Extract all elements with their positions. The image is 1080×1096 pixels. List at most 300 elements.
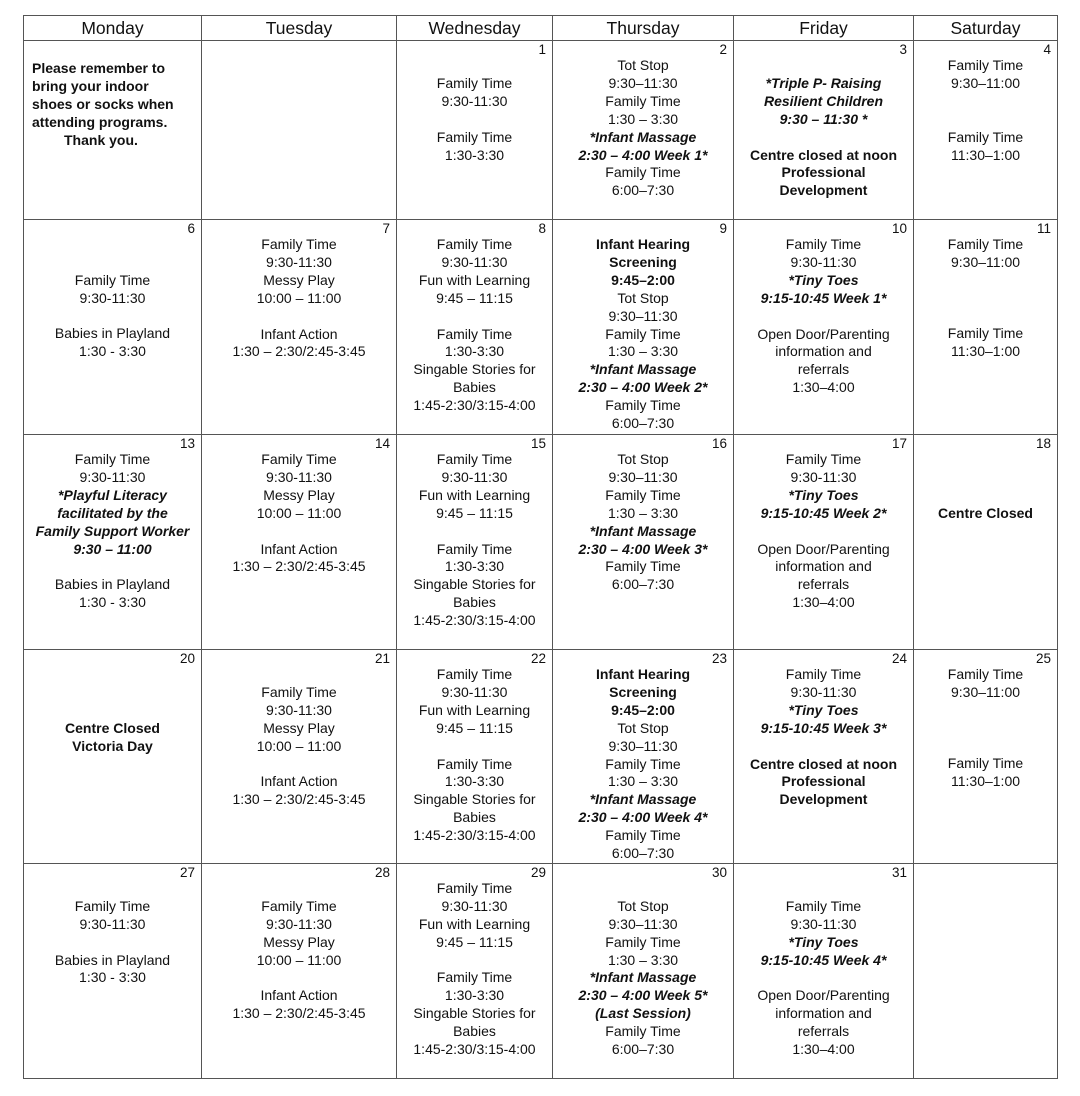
event-line bbox=[914, 738, 1057, 756]
event-line: Family Time bbox=[74, 897, 151, 914]
day-number: 3 bbox=[899, 42, 907, 57]
event-list bbox=[24, 666, 201, 755]
event-line: Family Time bbox=[261, 451, 337, 467]
event-line: *Tiny Toes bbox=[788, 486, 859, 503]
event-line: 9:45–2:00 bbox=[611, 271, 675, 288]
event-line: 1:45-2:30/3:15-4:00 bbox=[413, 1041, 536, 1058]
event-line: 9:15-10:45 Week 1* bbox=[760, 289, 887, 306]
day-cell bbox=[202, 220, 397, 435]
event-list bbox=[914, 451, 1057, 523]
week-row bbox=[24, 650, 1058, 864]
event-line: 9:30-11:30 bbox=[79, 915, 146, 932]
event-line: 9:30-11:30 bbox=[441, 683, 508, 700]
event-line: Infant Action bbox=[260, 773, 338, 790]
weekday-header-monday: Monday bbox=[24, 16, 202, 41]
day-number: 1 bbox=[538, 42, 546, 57]
day-cell bbox=[914, 41, 1058, 220]
event-line: Babies bbox=[453, 809, 496, 826]
event-list bbox=[24, 880, 201, 987]
day-cell bbox=[734, 650, 914, 864]
calendar-grid bbox=[23, 15, 1058, 1079]
event-line: Family Time bbox=[436, 879, 513, 896]
event-line: referrals bbox=[797, 1023, 850, 1040]
event-line: 10:00 – 11:00 bbox=[256, 737, 342, 754]
day-cell bbox=[914, 435, 1058, 650]
event-list bbox=[914, 236, 1057, 361]
event-line bbox=[914, 308, 1057, 326]
event-line: Family Time bbox=[947, 755, 1024, 772]
day-number: 4 bbox=[1043, 42, 1051, 57]
event-line bbox=[397, 523, 552, 541]
event-line: 1:30-3:30 bbox=[444, 343, 505, 360]
event-line: Tot Stop bbox=[617, 57, 669, 73]
event-line bbox=[397, 308, 552, 326]
event-line: 9:15-10:45 Week 2* bbox=[760, 504, 887, 521]
event-list bbox=[24, 451, 201, 612]
day-number: 30 bbox=[711, 864, 727, 880]
event-line bbox=[734, 523, 913, 541]
event-line: 6:00–7:30 bbox=[611, 182, 675, 199]
event-line: Family Time bbox=[436, 451, 513, 467]
event-line bbox=[914, 469, 1057, 487]
event-line: 1:30-3:30 bbox=[444, 987, 505, 1004]
day-cell bbox=[397, 650, 553, 864]
event-line: 1:30 – 2:30/2:45-3:45 bbox=[232, 343, 366, 360]
day-cell bbox=[734, 863, 914, 1078]
day-number: 22 bbox=[530, 651, 546, 666]
day-cell bbox=[24, 41, 202, 220]
event-line: 1:30–4:00 bbox=[792, 594, 855, 611]
event-line: Screening bbox=[609, 683, 677, 700]
event-line: Singable Stories for bbox=[413, 1005, 536, 1022]
event-list bbox=[553, 57, 733, 200]
event-line bbox=[202, 308, 396, 326]
event-list bbox=[914, 666, 1057, 791]
event-line: Family Time bbox=[947, 128, 1024, 145]
event-line: Tot Stop bbox=[617, 451, 669, 467]
event-line: 9:30-11:30 bbox=[441, 897, 508, 914]
event-line: 9:15-10:45 Week 3* bbox=[760, 719, 887, 736]
event-line bbox=[914, 290, 1057, 308]
event-list bbox=[397, 451, 552, 630]
event-line: 9:45 – 11:15 bbox=[436, 289, 513, 306]
event-line: 1:30 – 3:30 bbox=[607, 773, 679, 790]
event-line: Fun with Learning bbox=[418, 486, 531, 503]
event-line: 2:30 – 4:00 Week 2* bbox=[578, 379, 708, 396]
event-line: Development bbox=[779, 182, 868, 199]
day-number: 2 bbox=[719, 42, 727, 57]
calendar-body bbox=[24, 41, 1058, 1079]
event-line bbox=[202, 666, 396, 684]
day-cell bbox=[202, 435, 397, 650]
day-cell bbox=[914, 650, 1058, 864]
weekday-header-row bbox=[24, 16, 1058, 41]
day-cell bbox=[24, 650, 202, 864]
event-list bbox=[202, 236, 396, 361]
day-number: 6 bbox=[187, 221, 195, 236]
event-list bbox=[397, 666, 552, 845]
day-cell bbox=[202, 863, 397, 1078]
event-line: Centre closed at noon bbox=[749, 146, 898, 163]
event-line bbox=[734, 738, 913, 756]
weekday-header-saturday: Saturday bbox=[914, 16, 1058, 41]
event-line: Family Time bbox=[605, 933, 681, 950]
event-line bbox=[24, 236, 201, 254]
event-line: Open Door/Parenting bbox=[757, 325, 890, 342]
event-line: *Tiny Toes bbox=[788, 701, 859, 718]
event-line: 9:30–11:30 bbox=[608, 74, 678, 91]
event-line: Tot Stop bbox=[617, 897, 669, 914]
event-line: Messy Play bbox=[263, 271, 335, 288]
event-line: 9:30–11:30 bbox=[608, 307, 678, 324]
event-line: Family Time bbox=[785, 897, 862, 914]
event-line: information and bbox=[775, 343, 872, 360]
event-line: 1:30-3:30 bbox=[444, 558, 505, 575]
event-line bbox=[397, 738, 552, 756]
event-list bbox=[734, 57, 913, 200]
event-line: 9:30–11:00 bbox=[950, 253, 1021, 270]
event-line: 1:30 - 3:30 bbox=[79, 594, 146, 611]
day-cell bbox=[553, 863, 734, 1078]
event-line: Babies in Playland bbox=[54, 951, 171, 968]
event-line: 1:45-2:30/3:15-4:00 bbox=[413, 827, 536, 844]
event-line: Tot Stop bbox=[617, 289, 669, 306]
day-number: 13 bbox=[179, 436, 195, 451]
day-number: 20 bbox=[179, 651, 195, 666]
day-number: 31 bbox=[891, 864, 907, 880]
event-line bbox=[914, 487, 1057, 505]
event-line: referrals bbox=[797, 576, 850, 593]
event-line: 10:00 – 11:00 bbox=[256, 951, 342, 968]
day-cell bbox=[202, 650, 397, 864]
event-line: Babies in Playland bbox=[54, 325, 171, 342]
event-line: Family Time bbox=[947, 666, 1024, 682]
week-row bbox=[24, 220, 1058, 435]
event-line bbox=[24, 308, 201, 326]
day-number: 15 bbox=[530, 436, 546, 451]
event-line: facilitated by the bbox=[57, 504, 168, 521]
event-line bbox=[553, 880, 733, 898]
event-line: 9:45 – 11:15 bbox=[436, 933, 513, 950]
event-line: bring your indoor bbox=[32, 77, 149, 94]
week-row bbox=[24, 41, 1058, 220]
event-line: 9:30-11:30 bbox=[441, 92, 508, 109]
event-line: *Triple P- Raising bbox=[765, 74, 882, 91]
event-line: 1:30 – 3:30 bbox=[607, 343, 679, 360]
event-line: Messy Play bbox=[263, 719, 335, 736]
event-line bbox=[914, 451, 1057, 469]
event-line: 9:30-11:30 bbox=[441, 253, 508, 270]
event-line bbox=[24, 702, 201, 720]
event-line: information and bbox=[775, 1005, 872, 1022]
day-cell bbox=[734, 220, 914, 435]
event-line: *Tiny Toes bbox=[788, 271, 859, 288]
day-cell bbox=[553, 650, 734, 864]
event-line: Family Time bbox=[436, 666, 513, 682]
day-number: 9 bbox=[719, 221, 727, 236]
event-line: 9:30–11:30 bbox=[608, 468, 678, 485]
event-line bbox=[24, 934, 201, 952]
event-line: Family Time bbox=[785, 451, 862, 467]
event-line: 2:30 – 4:00 Week 3* bbox=[578, 540, 708, 557]
event-line: 9:30 – 11:00 bbox=[73, 540, 152, 557]
event-line: 9:30-11:30 bbox=[79, 468, 146, 485]
event-list bbox=[397, 57, 552, 164]
event-line: 6:00–7:30 bbox=[611, 845, 675, 862]
event-line: 9:30–11:30 bbox=[608, 915, 678, 932]
event-line: Babies bbox=[453, 1023, 496, 1040]
event-line: 9:30-11:30 bbox=[790, 915, 857, 932]
event-line: Fun with Learning bbox=[418, 701, 531, 718]
event-line: 9:30-11:30 bbox=[790, 468, 857, 485]
event-line: 1:30–4:00 bbox=[792, 1041, 855, 1058]
event-line bbox=[734, 57, 913, 75]
event-line bbox=[202, 523, 396, 541]
event-list bbox=[553, 451, 733, 594]
event-line bbox=[397, 111, 552, 129]
event-line: Family Time bbox=[605, 755, 681, 772]
day-number: 8 bbox=[538, 221, 546, 236]
event-line: Professional bbox=[781, 773, 866, 790]
event-line bbox=[734, 129, 913, 147]
event-line: 1:30 – 2:30/2:45-3:45 bbox=[232, 558, 366, 575]
day-number: 23 bbox=[711, 651, 727, 666]
day-number: 10 bbox=[891, 221, 907, 236]
event-line: 9:30-11:30 bbox=[441, 468, 508, 485]
day-cell bbox=[397, 435, 553, 650]
day-cell bbox=[553, 435, 734, 650]
event-list bbox=[24, 236, 201, 361]
event-line: 2:30 – 4:00 Week 4* bbox=[578, 809, 708, 826]
event-list bbox=[553, 880, 733, 1059]
event-line: 6:00–7:30 bbox=[611, 415, 675, 432]
week-row bbox=[24, 863, 1058, 1078]
event-line: 1:45-2:30/3:15-4:00 bbox=[413, 397, 536, 414]
event-line: Family Time bbox=[605, 164, 681, 181]
event-line bbox=[202, 880, 396, 898]
event-line bbox=[202, 969, 396, 987]
event-list bbox=[202, 451, 396, 576]
event-line bbox=[734, 880, 913, 898]
event-list bbox=[734, 880, 913, 1059]
event-line: 11:30–1:00 bbox=[950, 343, 1021, 360]
weekday-header-thursday: Thursday bbox=[553, 16, 734, 41]
event-line: Family Support Worker bbox=[35, 522, 190, 539]
event-line: Victoria Day bbox=[72, 737, 153, 754]
event-list bbox=[553, 666, 733, 863]
event-line: Open Door/Parenting bbox=[757, 987, 890, 1004]
event-line: Open Door/Parenting bbox=[757, 540, 890, 557]
day-number: 21 bbox=[374, 651, 390, 666]
day-cell bbox=[24, 863, 202, 1078]
event-line: *Playful Literacy bbox=[58, 486, 167, 503]
event-line: 1:30-3:30 bbox=[444, 146, 505, 163]
event-line: 1:45-2:30/3:15-4:00 bbox=[413, 612, 536, 629]
event-line: Family Time bbox=[436, 755, 513, 772]
event-line: Family Time bbox=[261, 236, 337, 252]
event-line: 9:30-11:30 bbox=[790, 683, 857, 700]
event-line: 1:30 – 3:30 bbox=[607, 951, 679, 968]
event-line: Family Time bbox=[436, 325, 513, 342]
day-number: 17 bbox=[891, 436, 907, 451]
event-line: 2:30 – 4:00 Week 1* bbox=[578, 146, 708, 163]
event-line: Singable Stories for bbox=[413, 576, 536, 593]
event-line: Infant Action bbox=[260, 325, 338, 342]
event-line: 2:30 – 4:00 Week 5* bbox=[578, 987, 708, 1004]
event-line: Infant Hearing bbox=[595, 236, 691, 252]
event-line bbox=[24, 558, 201, 576]
event-line bbox=[24, 880, 201, 898]
event-line: Screening bbox=[609, 253, 677, 270]
event-line bbox=[734, 969, 913, 987]
event-line: 10:00 – 11:00 bbox=[256, 504, 342, 521]
event-line: Babies bbox=[453, 379, 496, 396]
event-line: Please remember to bbox=[32, 60, 166, 76]
event-line bbox=[24, 666, 201, 684]
event-line: 9:45 – 11:15 bbox=[436, 504, 513, 521]
event-line: 9:30-11:30 bbox=[266, 701, 332, 718]
event-line: 9:30 – 11:30 * bbox=[779, 110, 868, 127]
day-cell bbox=[914, 863, 1058, 1078]
day-cell bbox=[734, 41, 914, 220]
event-line: Family Time bbox=[74, 451, 151, 467]
event-line: Family Time bbox=[605, 397, 681, 414]
event-line: Family Time bbox=[436, 540, 513, 557]
event-list bbox=[553, 236, 733, 433]
event-list bbox=[397, 880, 552, 1059]
day-number: 14 bbox=[374, 436, 390, 451]
event-line: Singable Stories for bbox=[413, 361, 536, 378]
event-line: 9:30-11:30 bbox=[266, 253, 332, 270]
event-line: Family Time bbox=[605, 325, 681, 342]
event-line: 9:30-11:30 bbox=[79, 289, 146, 306]
weekday-header-tuesday: Tuesday bbox=[202, 16, 397, 41]
event-line bbox=[397, 57, 552, 75]
event-line: Family Time bbox=[605, 1023, 681, 1040]
event-list bbox=[397, 236, 552, 415]
event-line: Family Time bbox=[947, 57, 1024, 73]
event-list bbox=[202, 880, 396, 1023]
day-number: 18 bbox=[1035, 436, 1051, 451]
event-line: Infant Action bbox=[260, 987, 338, 1004]
event-line: Professional bbox=[781, 164, 866, 181]
event-line: Family Time bbox=[605, 92, 681, 109]
day-number: 7 bbox=[382, 221, 390, 236]
event-line bbox=[914, 702, 1057, 720]
event-line bbox=[914, 93, 1057, 111]
event-line bbox=[914, 272, 1057, 290]
event-line: Fun with Learning bbox=[418, 915, 531, 932]
event-line: Family Time bbox=[74, 271, 151, 288]
day-cell bbox=[24, 435, 202, 650]
day-cell bbox=[553, 41, 734, 220]
event-line: Infant Action bbox=[260, 540, 338, 557]
event-line: (Last Session) bbox=[595, 1005, 691, 1022]
event-line: shoes or socks when bbox=[32, 95, 174, 112]
event-line: Fun with Learning bbox=[418, 271, 531, 288]
day-cell bbox=[397, 41, 553, 220]
event-line: Family Time bbox=[947, 325, 1024, 342]
event-line: Family Time bbox=[261, 683, 337, 700]
event-line: Infant Hearing bbox=[595, 666, 691, 682]
day-number: 25 bbox=[1035, 651, 1051, 666]
event-line: Family Time bbox=[261, 897, 337, 914]
week-row bbox=[24, 435, 1058, 650]
event-list bbox=[734, 236, 913, 397]
event-line: Family Time bbox=[436, 74, 513, 91]
event-line: 6:00–7:30 bbox=[611, 576, 675, 593]
event-line: information and bbox=[775, 558, 872, 575]
event-line: 11:30–1:00 bbox=[950, 773, 1021, 790]
event-line: Family Time bbox=[436, 969, 513, 986]
event-line bbox=[734, 308, 913, 326]
weekday-header-friday: Friday bbox=[734, 16, 914, 41]
event-line: 1:30-3:30 bbox=[444, 773, 505, 790]
event-line: 9:30–11:00 bbox=[950, 74, 1021, 91]
event-line: Centre Closed bbox=[65, 719, 160, 736]
event-line bbox=[914, 111, 1057, 129]
event-line: *Infant Massage bbox=[589, 361, 697, 378]
event-list bbox=[734, 451, 913, 612]
reminder-notice bbox=[24, 57, 201, 150]
event-line: *Infant Massage bbox=[589, 791, 697, 808]
event-line: referrals bbox=[797, 361, 850, 378]
event-list bbox=[734, 666, 913, 809]
event-line: Development bbox=[779, 791, 868, 808]
event-line: Tot Stop bbox=[617, 719, 669, 736]
event-line: Messy Play bbox=[263, 486, 335, 503]
day-cell bbox=[914, 220, 1058, 435]
day-cell bbox=[397, 863, 553, 1078]
event-line: 6:00–7:30 bbox=[611, 1041, 675, 1058]
event-line: 9:30–11:30 bbox=[608, 737, 678, 754]
event-line bbox=[202, 756, 396, 774]
day-number: 11 bbox=[1036, 221, 1051, 236]
event-line bbox=[397, 952, 552, 970]
event-line: attending programs. bbox=[32, 113, 168, 130]
event-line: Babies in Playland bbox=[54, 576, 171, 593]
event-line: 9:30-11:30 bbox=[790, 253, 857, 270]
event-line: Messy Play bbox=[263, 933, 335, 950]
event-line: 9:30–11:00 bbox=[950, 683, 1021, 700]
event-line: *Tiny Toes bbox=[788, 933, 859, 950]
day-cell bbox=[202, 41, 397, 220]
event-line: Resilient Children bbox=[763, 92, 884, 109]
event-line: Family Time bbox=[785, 236, 862, 252]
event-line: 9:45 – 11:15 bbox=[436, 719, 513, 736]
event-line: Family Time bbox=[436, 128, 513, 145]
day-cell bbox=[553, 220, 734, 435]
day-number: 27 bbox=[179, 864, 195, 880]
event-line: *Infant Massage bbox=[589, 969, 697, 986]
event-line: 1:30 – 3:30 bbox=[607, 504, 679, 521]
event-line: 9:45–2:00 bbox=[611, 701, 675, 718]
event-line: 11:30–1:00 bbox=[950, 146, 1021, 163]
event-line: 10:00 – 11:00 bbox=[256, 289, 342, 306]
event-line: Centre Closed bbox=[938, 504, 1033, 521]
event-line: Centre closed at noon bbox=[749, 755, 898, 772]
event-line: Family Time bbox=[605, 486, 681, 503]
event-line bbox=[24, 254, 201, 272]
event-line: 1:30 - 3:30 bbox=[79, 343, 146, 360]
event-line: Family Time bbox=[436, 236, 513, 252]
event-line: 1:30 – 2:30/2:45-3:45 bbox=[232, 791, 366, 808]
day-number: 29 bbox=[530, 864, 546, 880]
event-line: Family Time bbox=[785, 666, 862, 682]
day-cell bbox=[24, 220, 202, 435]
day-cell bbox=[734, 435, 914, 650]
event-list bbox=[202, 666, 396, 809]
